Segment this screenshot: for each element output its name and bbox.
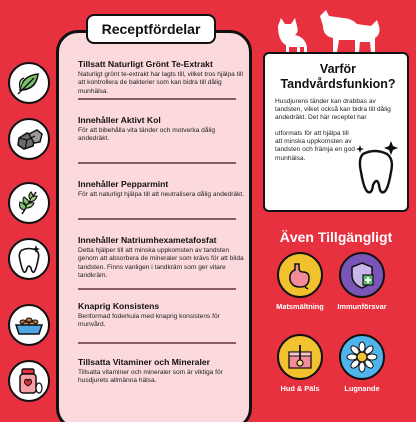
divider <box>78 342 236 344</box>
badge-label: Immunförsvar <box>337 302 387 311</box>
feature-text: Naturligt grönt te-extrakt har lagts till, vilket tros hjälpa till att kontrollera de bakterier som kan bidra till dålig munhälsa. <box>78 71 243 95</box>
sparkling-tooth-icon <box>353 140 401 196</box>
food-bowl-icon <box>8 304 50 346</box>
feature-heading: Knaprig Konsistens <box>78 301 160 311</box>
also-available-title: Även Tillgängligt <box>279 229 393 245</box>
daisy-icon <box>339 334 385 380</box>
divider <box>78 218 236 220</box>
shield-cross-icon <box>339 252 385 298</box>
feature-heading: Innehåller Natriumhexametafosfat <box>78 235 217 245</box>
badge-label: Lugnande <box>344 384 380 393</box>
stomach-icon <box>277 252 323 298</box>
badge-label: Hud & Päls <box>280 384 320 393</box>
cat-and-dog-icon <box>268 6 388 54</box>
badge-digestion <box>272 252 328 311</box>
divider <box>78 162 236 164</box>
badge-calming <box>334 334 390 393</box>
badge-skin-coat <box>272 334 328 393</box>
badge-immune <box>334 252 390 311</box>
feature-heading: Innehåller Pepparmint <box>78 179 169 189</box>
hair-follicle-icon <box>277 334 323 380</box>
charcoal-icon <box>8 118 50 160</box>
why-text-top: Husdjurens tänder kan drabbas av tandsten, vilket också kan bidra till dålig andedräkt. Det här receptet har <box>275 98 391 122</box>
supplement-jar-icon <box>8 360 50 402</box>
why-title-line2: Tandvårdsfunkion? <box>280 77 396 91</box>
tooth-icon <box>8 238 50 280</box>
list-item <box>0 116 260 174</box>
why-title <box>265 62 411 92</box>
list-item <box>0 358 260 416</box>
why-dental-box <box>263 52 409 212</box>
page-title: Receptfördelar <box>86 14 216 44</box>
feature-text: Tillsatta vitaminer och mineraler som är viktiga för husdjurets allmänna hälsa. <box>78 369 223 385</box>
divider <box>78 98 236 100</box>
feature-text: Benformad foderkula med knaprig konsistens för munvård. <box>78 313 220 329</box>
why-text-bottom: utformats för att hjälpa till att minska uppkomsten av tandsten och främja en god munhälsa. <box>275 130 355 162</box>
feature-text: För att naturligt hjälpa till att neutralisera dålig andedräkt. <box>78 191 245 199</box>
list-item <box>0 236 260 294</box>
list-item <box>0 180 260 238</box>
why-title-line1: Varför <box>319 62 357 76</box>
feature-text: För att bibehålla vita tänder och motverka dålig andedräkt. <box>78 127 216 143</box>
peppermint-icon <box>8 182 50 224</box>
badge-label: Matsmältning <box>276 302 324 311</box>
leaf-icon <box>8 62 50 104</box>
feature-text: Detta hjälper till att minska uppkomsten av tandsten genom att absorbera de mineraler som krävs för att bilda tandsten. Finns vanligen i tandkräm som ger vitare tandkräm. <box>78 247 244 279</box>
list-item <box>0 60 260 118</box>
feature-heading: Tillsatta Vitaminer och Mineraler <box>78 357 210 367</box>
list-item <box>0 302 260 360</box>
feature-heading: Innehåller Aktivt Kol <box>78 115 161 125</box>
divider <box>78 288 236 290</box>
feature-heading: Tillsatt Naturligt Grönt Te-Extrakt <box>78 59 213 69</box>
